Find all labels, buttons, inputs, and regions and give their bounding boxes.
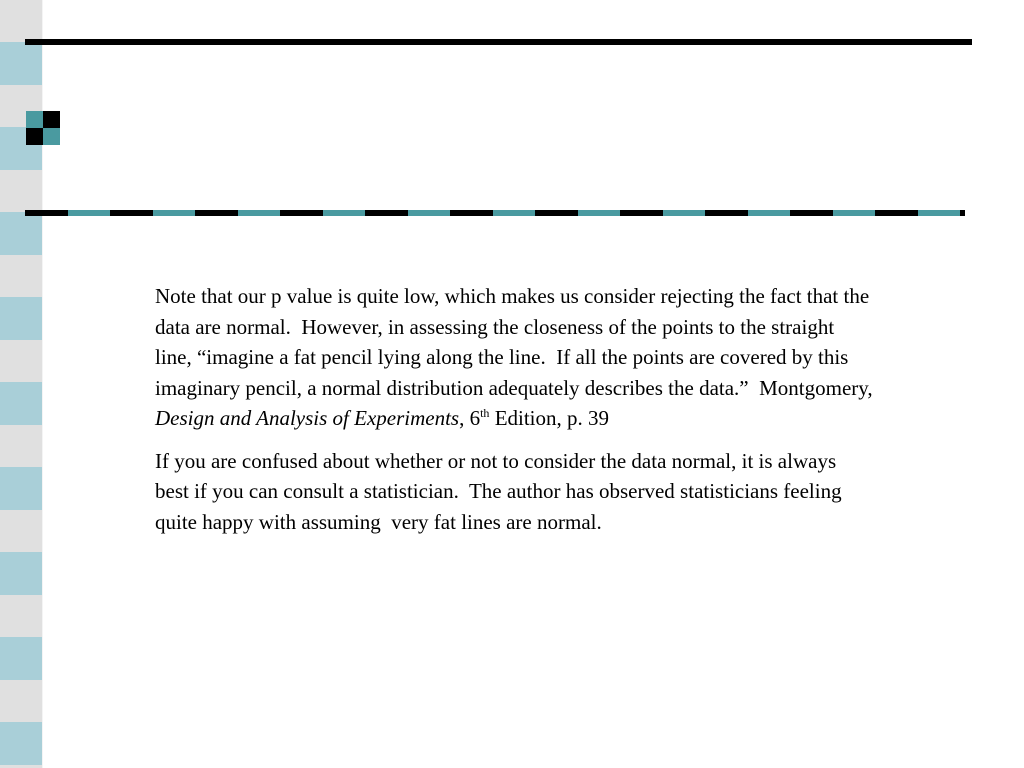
slide-title xyxy=(75,108,955,148)
dashed-rule xyxy=(25,210,965,216)
bullet-square-teal xyxy=(26,111,43,128)
bullet-square-black xyxy=(43,111,60,128)
edition-superscript: th xyxy=(480,406,490,420)
slide-body xyxy=(155,281,875,549)
paragraph-1 xyxy=(155,281,875,434)
paragraph-1-text: Note that our p value is quite low, which makes us consider rejecting the fact that the data are normal. However, in assessing the closeness of the points to the straight line, “imagine a fat pencil lying along the line. If all the points are covered by this imaginary pencil, a normal distribution adequately describes the data.” Montgomery, xyxy=(155,284,873,400)
edition-rest: Edition, p. 39 xyxy=(489,406,610,430)
book-title: Design and Analysis of Experiments xyxy=(155,406,460,430)
top-rule xyxy=(25,39,972,45)
title-bullet-icon xyxy=(26,111,60,145)
paragraph-2: If you are confused about whether or not to consider the data normal, it is always best if you can consult a statistician. The author has observed statisticians feeling quite happy with assuming very fat lines are normal. xyxy=(155,448,842,534)
bullet-square-teal xyxy=(43,128,60,145)
bullet-square-black xyxy=(26,128,43,145)
edition-prefix: , 6 xyxy=(459,406,481,430)
